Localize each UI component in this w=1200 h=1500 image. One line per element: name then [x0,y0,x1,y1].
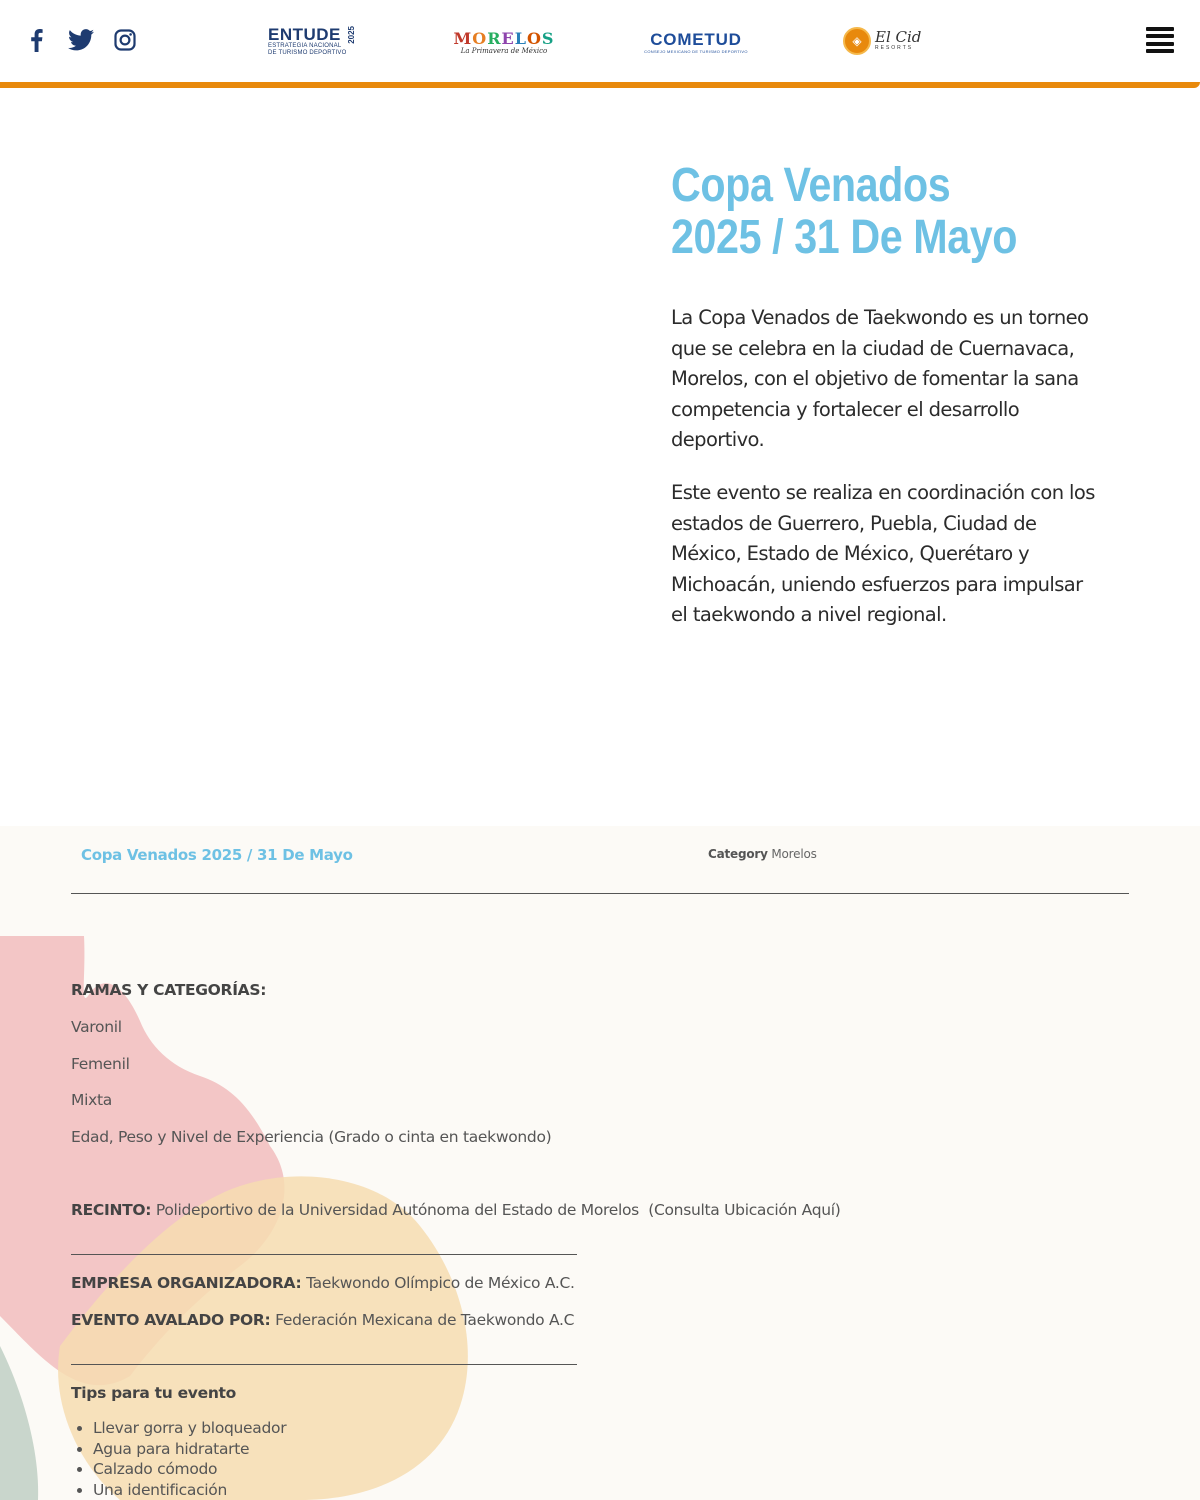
entude-logo-year: 2025 [347,26,356,44]
page-title: Copa Venados 2025 / 31 De Mayo [671,159,1018,264]
tips-heading-text: Tips para tu evento [71,1384,237,1402]
recinto-line [71,1201,841,1219]
morelos-letter: O [472,28,488,48]
cometud-logo-text: COMETUD [650,29,742,49]
instagram-link[interactable] [107,22,143,58]
entude-logo-subtitle-1: ESTRATEGIA NACIONAL [268,42,342,49]
elcid-badge-icon: ◈ [843,27,871,55]
ramas-heading [71,981,266,999]
elcid-logo-text: El Cid [875,28,922,46]
cometud-logo-subtitle: CONSEJO MEXICANO DE TURISMO DEPORTIVO [644,48,748,54]
twitter-link[interactable] [63,22,99,58]
avalado-value: Federación Mexicana de Taekwondo A.C [275,1311,575,1329]
hamburger-menu-icon[interactable] [1144,24,1176,56]
recinto-value: Polideportivo de la Universidad Autónoma del Estado de Morelos [155,1201,639,1219]
facebook-link[interactable] [18,22,54,58]
event-title: Copa Venados 2025 / 31 De Mayo [81,846,353,864]
morelos-letter: R [487,28,502,48]
rama-item: Edad, Peso y Nivel de Experiencia (Grado o cinta en taekwondo) [71,1128,552,1146]
ramas-heading-text: RAMAS Y CATEGORÍAS: [71,981,267,999]
cometud-logo[interactable] [644,28,748,56]
tip-item: • Llevar gorra y bloqueador [93,1418,286,1439]
rama-item: Mixta [71,1091,112,1109]
tip-item: • Calzado cómodo [93,1459,286,1480]
menu-bar [1146,34,1174,38]
twitter-icon [68,29,94,51]
morelos-logo-subtitle: La Primavera de México [460,46,548,55]
empresa-label: EMPRESA ORGANIZADORA: [71,1274,302,1292]
morelos-letter: E [501,28,515,48]
morelos-letter: O [526,28,542,48]
morelos-logo[interactable] [452,26,556,58]
menu-bar [1146,27,1174,31]
header-accent-bar [0,82,1200,88]
details-header [71,826,1129,894]
intro-paragraph: La Copa Venados de Taekwondo es un torneo que se celebra en la ciudad de Cuernavaca, Morelos, con el objetivo de fomentar la sana competencia y fortalecer el desarrollo deportivo. [671,306,1089,451]
facebook-icon [28,28,44,52]
empresa-line [71,1274,575,1292]
menu-bar [1146,49,1174,53]
entude-logo-subtitle-2: DE TURISMO DEPORTIVO [268,49,347,56]
event-details-section [0,826,1200,1500]
divider [71,1254,577,1255]
recinto-label: RECINTO: [71,1201,152,1219]
site-header [0,0,1200,82]
empresa-value: Taekwondo Olímpico de México A.C. [306,1274,575,1292]
green-shape [0,1346,38,1500]
morelos-logo-text [454,30,555,47]
instagram-icon [114,29,136,51]
morelos-letter: M [453,28,473,48]
coordination-paragraph: Este evento se realiza en coordinación con los estados de Guerrero, Puebla, Ciudad de México, Estado de México, Querétaro y Michoacán, uniendo esfuerzos para impulsar el taekwondo a nivel regional. [671,481,1095,626]
tips-heading [71,1384,236,1402]
tip-item: • Una identificación [93,1480,286,1500]
tips-list [71,1418,286,1500]
elcid-logo[interactable] [843,24,935,58]
morelos-letter: S [541,28,555,48]
rama-item: Varonil [71,1018,122,1036]
category-link[interactable]: Morelos [771,847,817,861]
avalado-line [71,1311,574,1329]
category-label: Category [708,847,768,861]
elcid-logo-subtitle: RESORTS [875,45,914,51]
morelos-letter: L [514,28,527,48]
location-link[interactable]: (Consulta Ubicación Aquí) [648,1201,841,1219]
entude-logo-text: ENTUDE [268,24,341,44]
avalado-label: EVENTO AVALADO POR: [71,1311,271,1329]
menu-bar [1146,42,1174,46]
divider [71,1364,577,1365]
tip-item: • Agua para hidratarte [93,1439,286,1460]
category-meta [708,847,817,861]
rama-item: Femenil [71,1055,130,1073]
entude-logo[interactable] [268,24,358,58]
